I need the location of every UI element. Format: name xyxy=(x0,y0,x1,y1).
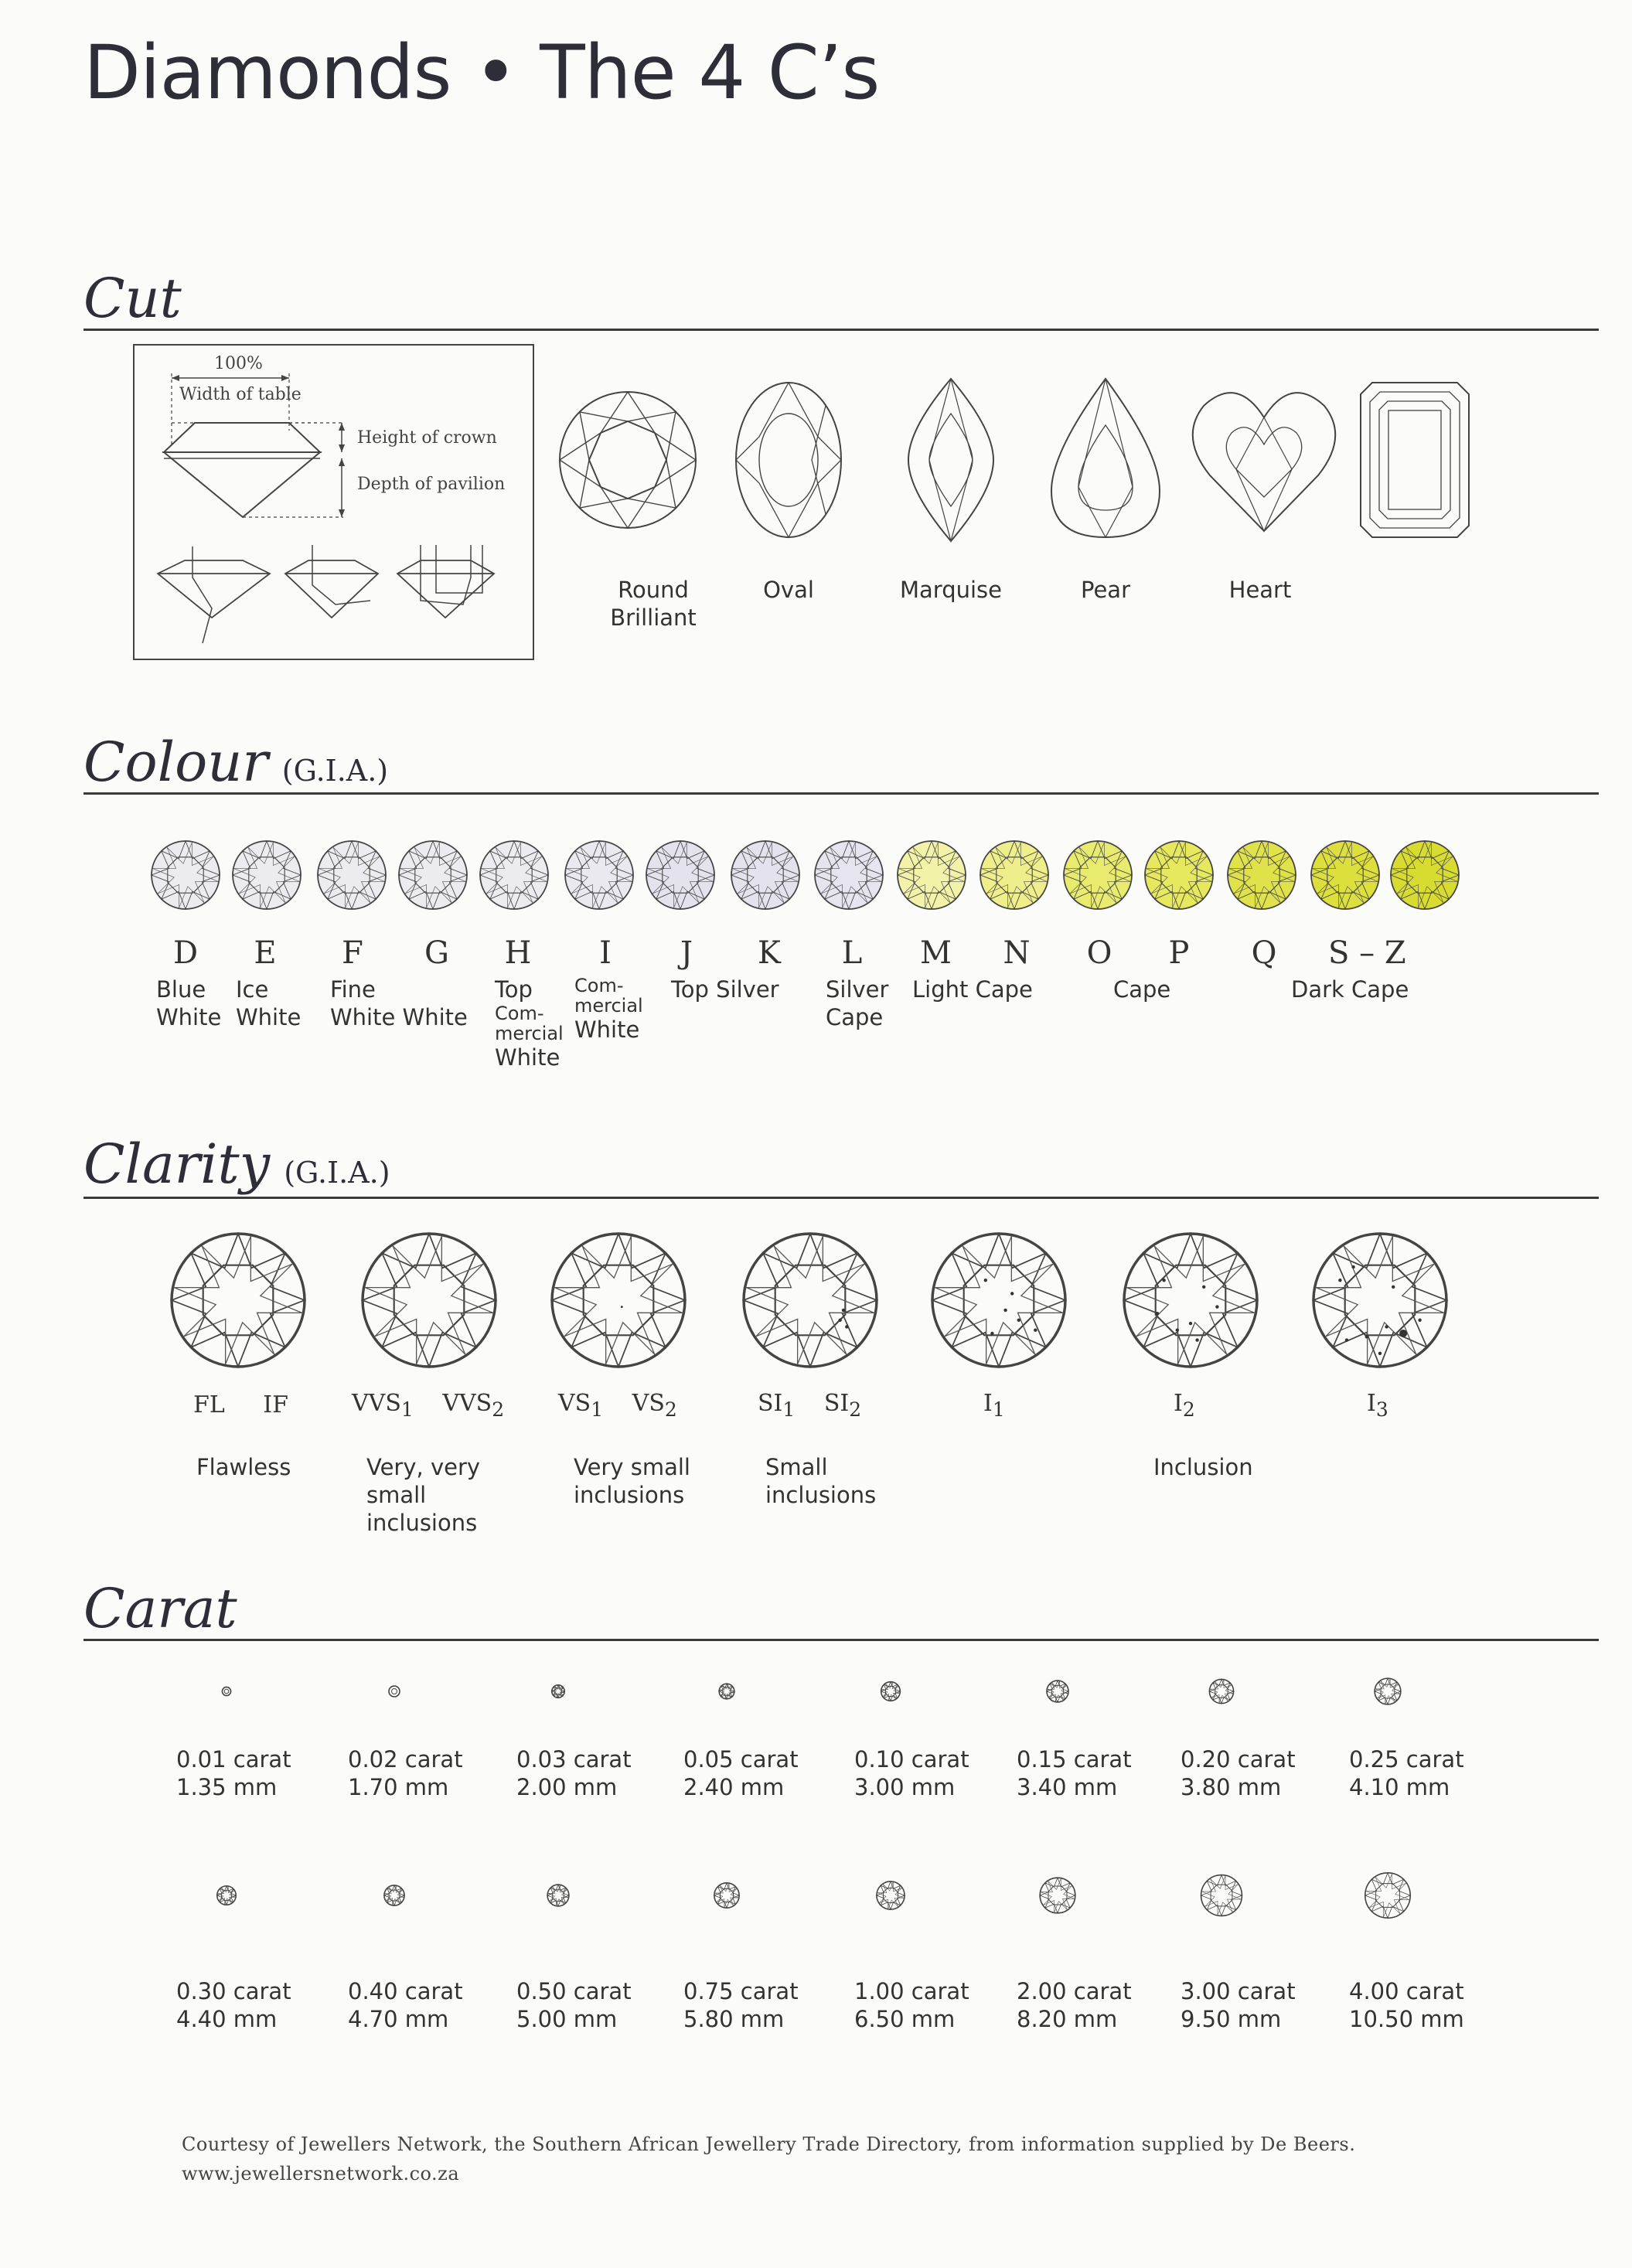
carat-weight: 0.25 carat xyxy=(1349,1746,1464,1773)
carat-weight: 0.03 carat xyxy=(516,1746,632,1773)
carat-weight: 0.02 carat xyxy=(348,1746,463,1773)
carat-item xyxy=(683,1977,799,2033)
carat-gem-0.50-carat xyxy=(547,1885,569,1906)
grade-si1-sub: 1 xyxy=(782,1398,796,1421)
carat-gem-0.01-carat xyxy=(222,1687,230,1695)
carat-heading-text: Carat xyxy=(83,1577,237,1640)
desc-top-com: Com- xyxy=(495,1003,544,1024)
carat-gem-4.00-carat xyxy=(1365,1873,1410,1918)
cut-proportion-diagram xyxy=(133,344,534,660)
colour-standard: (G.I.A.) xyxy=(281,754,389,788)
desc-top: Top xyxy=(495,976,533,1003)
colour-letter-e: E xyxy=(254,935,277,971)
grade-if: IF xyxy=(263,1391,288,1418)
clarity-heading xyxy=(83,1132,390,1196)
round-label-line1: Round xyxy=(618,577,689,603)
carat-gem-2.00-carat xyxy=(1040,1878,1075,1913)
colour-letter-p: P xyxy=(1168,935,1190,971)
clarity-grade-vvs xyxy=(352,1390,504,1421)
colour-dash: – xyxy=(1359,935,1375,971)
clarity-desc-si xyxy=(765,1453,876,1509)
grade-si2: SI xyxy=(823,1390,850,1417)
desc-light-cape: Light Cape xyxy=(912,976,1033,1003)
carat-item xyxy=(348,1977,463,2033)
diagram-crown-label: Height of crown xyxy=(357,428,497,448)
carat-item xyxy=(1349,1745,1464,1801)
carat-weight: 0.05 carat xyxy=(683,1746,799,1773)
carat-item xyxy=(683,1745,799,1801)
desc-fine-white xyxy=(330,976,468,1031)
desc-blue: Blue xyxy=(156,976,206,1003)
desc-silver-cape-2: Cape xyxy=(826,1004,884,1030)
clarity-desc-flawless: Flawless xyxy=(196,1454,291,1480)
colour-gem-g xyxy=(399,841,467,909)
carat-item xyxy=(1017,1977,1132,2033)
vvs-desc-1: Very, very xyxy=(366,1454,481,1480)
clarity-grade-si xyxy=(758,1390,861,1421)
carat-item xyxy=(348,1745,463,1801)
carat-diameter: 6.50 mm xyxy=(854,2006,956,2032)
grade-i2-sub: 2 xyxy=(1182,1398,1195,1421)
clarity-desc-vvs xyxy=(366,1453,480,1537)
colour-gem-n xyxy=(980,841,1048,909)
carat-weight: 0.30 carat xyxy=(176,1978,291,2004)
page-title: Diamonds • The 4 C’s xyxy=(83,29,880,116)
colour-gem-l xyxy=(815,841,883,909)
grade-i3: I xyxy=(1367,1390,1376,1417)
carat-gem-0.03-carat xyxy=(552,1685,564,1698)
carat-item xyxy=(854,1977,969,2033)
clarity-standard: (G.I.A.) xyxy=(284,1156,390,1190)
cut-label-pear: Pear xyxy=(1081,577,1130,603)
vs-desc-2: inclusions xyxy=(574,1482,685,1508)
carat-weight: 0.50 carat xyxy=(516,1978,632,2004)
cut-heading-text: Cut xyxy=(83,267,182,330)
footer xyxy=(182,2130,1355,2188)
colour-letter-d: D xyxy=(172,935,199,971)
clarity-grade-i1 xyxy=(983,1390,1005,1421)
clarity-gem-1 xyxy=(172,1234,305,1367)
colour-letter-m: M xyxy=(920,935,952,971)
grade-vvs2-sub: 2 xyxy=(492,1398,505,1421)
desc-top-mercial: mercial xyxy=(495,1023,564,1044)
carat-diameter: 3.80 mm xyxy=(1181,1774,1282,1800)
diagram-percent-label: 100% xyxy=(214,354,263,373)
grade-i3-sub: 3 xyxy=(1375,1398,1388,1421)
grade-i2: I xyxy=(1174,1390,1183,1417)
colour-gem-k xyxy=(731,841,799,909)
desc-blue-white xyxy=(156,976,221,1031)
colour-gem-f xyxy=(318,841,386,909)
colour-letter-k: K xyxy=(758,935,781,971)
colour-gem-e xyxy=(233,841,301,909)
desc-fine: Fine xyxy=(330,976,376,1003)
desc-top-silver: Top Silver xyxy=(671,976,779,1003)
desc-fine-white-2: White White xyxy=(330,1004,468,1030)
colour-letter-q: Q xyxy=(1251,935,1277,971)
carat-item xyxy=(1349,1977,1464,2033)
round-brilliant-shape xyxy=(560,392,696,528)
clarity-gem-3 xyxy=(552,1234,685,1367)
desc-commercial-white xyxy=(574,976,643,1044)
desc-silver: Silver xyxy=(826,976,889,1003)
clarity-grade-i2 xyxy=(1174,1390,1195,1421)
desc-com: Com- xyxy=(574,975,624,996)
vvs-desc-3: inclusions xyxy=(366,1510,478,1536)
desc-blue-white-2: White xyxy=(156,1004,222,1030)
colour-gem-m xyxy=(898,841,966,909)
heart-shape xyxy=(1193,393,1335,531)
carat-weight: 0.01 carat xyxy=(176,1746,291,1773)
carat-weight: 0.75 carat xyxy=(683,1978,799,2004)
clarity-gem-7 xyxy=(1313,1234,1446,1367)
clarity-gem-row xyxy=(0,1229,1546,1384)
cut-label-round-brilliant xyxy=(576,576,731,632)
carat-weight: 4.00 carat xyxy=(1349,1978,1464,2004)
colour-letter-h: H xyxy=(504,935,532,971)
colour-rule xyxy=(83,792,1599,795)
carat-weight: 3.00 carat xyxy=(1181,1978,1296,2004)
diagram-pavilion-label: Depth of pavilion xyxy=(357,475,506,494)
colour-gem-q xyxy=(1228,841,1296,909)
carat-weight: 0.10 carat xyxy=(854,1746,969,1773)
carat-rule xyxy=(83,1639,1599,1641)
round-label-line2: Brilliant xyxy=(610,604,697,631)
carat-diameter: 4.70 mm xyxy=(348,2006,449,2032)
carat-weight: 0.15 carat xyxy=(1017,1746,1132,1773)
colour-letter-g: G xyxy=(424,935,449,971)
carat-gem-0.40-carat xyxy=(384,1885,404,1905)
grade-vvs1-sub: 1 xyxy=(400,1398,414,1421)
colour-gem-p xyxy=(1145,841,1213,909)
clarity-rule xyxy=(83,1197,1599,1199)
carat-gem-0.15-carat xyxy=(1047,1681,1068,1702)
colour-gem-d xyxy=(152,841,220,909)
si-desc-2: inclusions xyxy=(765,1482,877,1508)
carat-diameter: 4.10 mm xyxy=(1349,1774,1450,1800)
colour-gem-s xyxy=(1311,841,1379,909)
carat-gem-0.10-carat xyxy=(881,1682,901,1701)
carat-item xyxy=(1181,1745,1296,1801)
colour-gem-i xyxy=(565,841,633,909)
clarity-gem-6 xyxy=(1124,1234,1257,1367)
grade-si1: SI xyxy=(758,1390,783,1417)
carat-weight: 1.00 carat xyxy=(854,1978,969,2004)
carat-item xyxy=(176,1745,291,1801)
carat-item xyxy=(854,1745,969,1801)
vvs-desc-2: small xyxy=(366,1482,427,1508)
grade-vvs1: VVS xyxy=(352,1390,401,1417)
carat-item xyxy=(1181,1977,1296,2033)
diagram-table-label: Width of table xyxy=(179,385,302,404)
colour-letter-s-z xyxy=(1328,935,1406,971)
colour-gem-j xyxy=(646,841,714,909)
colour-letter-i: I xyxy=(599,935,612,971)
colour-letter-f: F xyxy=(342,935,363,971)
desc-silver-cape xyxy=(826,976,888,1031)
pear-shape xyxy=(1051,379,1160,537)
colour-gem-row xyxy=(0,835,1546,928)
carat-diameter: 2.00 mm xyxy=(516,1774,618,1800)
colour-gem-z xyxy=(1391,841,1459,909)
carat-gem-0.75-carat xyxy=(714,1883,739,1908)
cut-label-oval: Oval xyxy=(763,577,814,603)
grade-i1: I xyxy=(983,1390,993,1417)
desc-ice-white-2: White xyxy=(236,1004,302,1030)
clarity-gem-2 xyxy=(363,1234,496,1367)
clarity-grade-vs xyxy=(558,1390,677,1421)
carat-heading xyxy=(83,1577,237,1640)
carat-diameter: 10.50 mm xyxy=(1349,2006,1464,2032)
grade-vs1: VS xyxy=(558,1390,591,1417)
carat-weight: 2.00 carat xyxy=(1017,1978,1132,2004)
carat-gem-0.25-carat xyxy=(1375,1678,1401,1704)
cut-shapes xyxy=(541,371,1469,557)
marquise-shape xyxy=(908,379,993,541)
carat-gem-0.20-carat xyxy=(1209,1679,1233,1703)
cut-rule xyxy=(83,329,1599,331)
desc-top-commercial-white xyxy=(495,976,564,1071)
carat-gem-0.30-carat xyxy=(217,1886,236,1905)
carat-gem-0.02-carat xyxy=(389,1686,400,1697)
desc-mercial: mercial xyxy=(574,995,643,1017)
colour-letter-l: L xyxy=(841,935,863,971)
carat-diameter: 1.70 mm xyxy=(348,1774,449,1800)
colour-letter-j: J xyxy=(680,935,693,971)
colour-letter-n: N xyxy=(1003,935,1031,971)
grade-vs1-sub: 1 xyxy=(591,1398,604,1421)
colour-gem-h xyxy=(480,841,548,909)
footer-url[interactable]: www.jewellersnetwork.co.za xyxy=(182,2163,460,2185)
carat-weight: 0.40 carat xyxy=(348,1978,463,2004)
carat-gem-1.00-carat xyxy=(877,1881,905,1909)
carat-gem-row-2 xyxy=(0,1847,1546,1956)
colour-letter-z: Z xyxy=(1384,935,1406,971)
carat-item xyxy=(516,1745,632,1801)
carat-diameter: 3.00 mm xyxy=(854,1774,956,1800)
colour-letter-s: S xyxy=(1328,935,1350,971)
grade-fl: FL xyxy=(193,1391,225,1418)
carat-gem-0.05-carat xyxy=(719,1684,734,1699)
clarity-grade-fl-if xyxy=(193,1391,288,1418)
proportion-diagram-svg xyxy=(135,346,533,659)
grade-si2-sub: 2 xyxy=(849,1398,862,1421)
clarity-heading-text: Clarity xyxy=(83,1132,271,1196)
carat-diameter: 8.20 mm xyxy=(1017,2006,1118,2032)
desc-cape: Cape xyxy=(1113,976,1171,1003)
carat-diameter: 9.50 mm xyxy=(1181,2006,1282,2032)
grade-vs2: VS xyxy=(632,1390,665,1417)
clarity-desc-vs xyxy=(574,1453,690,1509)
desc-ice-white xyxy=(236,976,301,1031)
desc-top-white: White xyxy=(495,1044,560,1071)
colour-heading-text: Colour xyxy=(83,730,268,794)
carat-item xyxy=(516,1977,632,2033)
grade-i1-sub: 1 xyxy=(992,1398,1005,1421)
grade-vvs2: VVS xyxy=(442,1390,492,1417)
cut-heading xyxy=(83,267,182,330)
oval-shape xyxy=(736,383,841,537)
desc-com-white: White xyxy=(574,1017,640,1043)
footer-credit: Courtesy of Jewellers Network, the Southern African Jewellery Trade Directory, from information supplied by De Beers. xyxy=(182,2133,1356,2155)
cut-label-heart: Heart xyxy=(1228,577,1292,603)
si-desc-1: Small xyxy=(765,1454,828,1480)
clarity-gem-4 xyxy=(744,1234,877,1367)
clarity-grade-i3 xyxy=(1367,1390,1388,1421)
carat-diameter: 4.40 mm xyxy=(176,2006,278,2032)
cut-label-marquise: Marquise xyxy=(899,577,1002,603)
carat-gem-3.00-carat xyxy=(1201,1875,1242,1916)
carat-diameter: 2.40 mm xyxy=(683,1774,785,1800)
desc-dark-cape: Dark Cape xyxy=(1291,976,1409,1003)
grade-vs2-sub: 2 xyxy=(664,1398,677,1421)
carat-diameter: 5.00 mm xyxy=(516,2006,618,2032)
colour-letter-o: O xyxy=(1086,935,1112,971)
colour-gem-o xyxy=(1064,841,1132,909)
carat-weight: 0.20 carat xyxy=(1181,1746,1296,1773)
vs-desc-1: Very small xyxy=(574,1454,690,1480)
clarity-desc-inclusion: Inclusion xyxy=(1153,1454,1253,1480)
desc-ice: Ice xyxy=(236,976,269,1003)
colour-heading xyxy=(83,730,388,794)
clarity-gem-5 xyxy=(932,1234,1065,1367)
carat-item xyxy=(176,1977,291,2033)
emerald-shape xyxy=(1361,383,1469,537)
carat-diameter: 5.80 mm xyxy=(683,2006,785,2032)
carat-gem-row-1 xyxy=(0,1662,1546,1724)
carat-diameter: 3.40 mm xyxy=(1017,1774,1118,1800)
carat-item xyxy=(1017,1745,1132,1801)
carat-diameter: 1.35 mm xyxy=(176,1774,278,1800)
